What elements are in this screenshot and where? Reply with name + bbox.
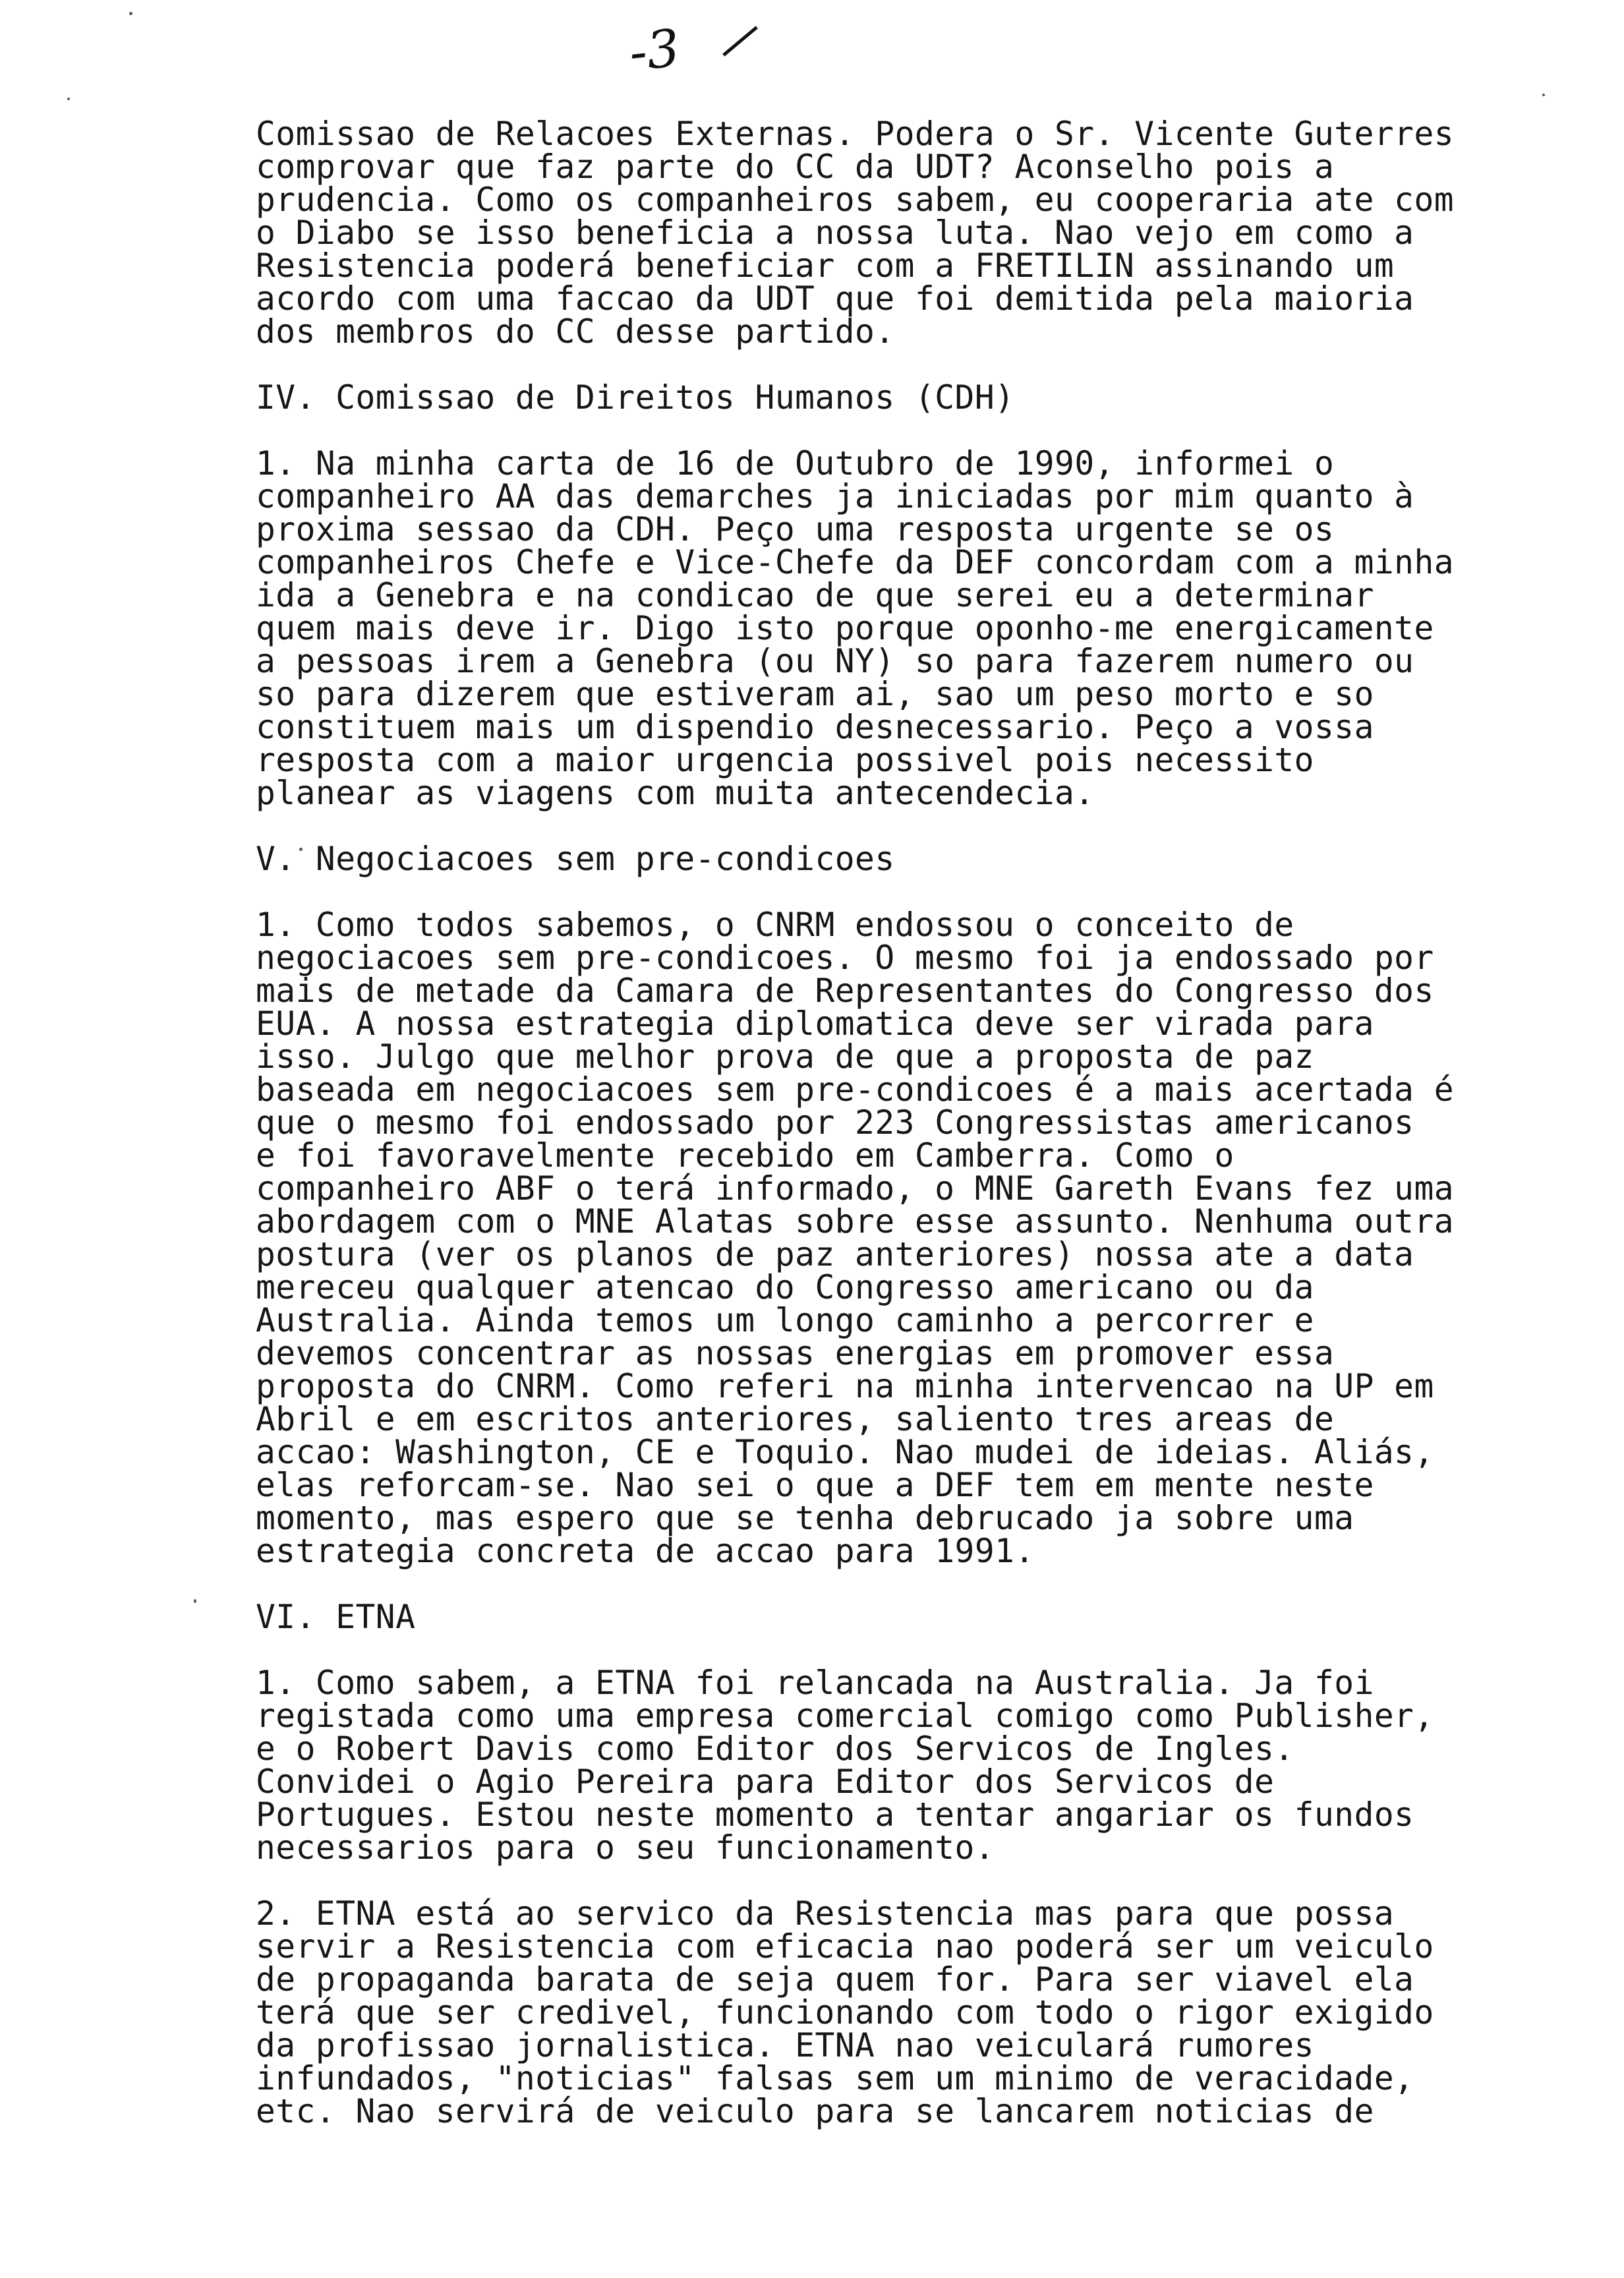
section-iv-heading: IV. Comissao de Direitos Humanos (CDH) bbox=[256, 378, 1015, 417]
section-iv-item-1 bbox=[256, 444, 1462, 812]
text-line: 1. Como sabem, a ETNA foi relancada na Australia. Ja foi bbox=[256, 1664, 1374, 1702]
scan-speck bbox=[129, 12, 132, 15]
text-line: negociacoes sem pre-condicoes. O mesmo foi ja endossado por bbox=[256, 939, 1434, 977]
text-line: proposta do CNRM. Como referi na minha intervencao na UP em bbox=[256, 1367, 1434, 1405]
text-line: 2. ETNA está ao servico da Resistencia mas para que possa bbox=[256, 1894, 1395, 1933]
text-line: infundados, "noticias" falsas sem um minimo de veracidade, bbox=[256, 2059, 1414, 2097]
text-line: proxima sessao da CDH. Peço uma resposta urgente se os bbox=[256, 510, 1335, 548]
text-line: Convidei o Agio Pereira para Editor dos Servicos de bbox=[256, 1763, 1275, 1801]
letter-body bbox=[256, 117, 1462, 2128]
text-line: de propaganda barata de seja quem for. Para ser viavel ela bbox=[256, 1960, 1414, 1999]
scan-speck bbox=[1542, 94, 1545, 96]
text-line: companheiro ABF o terá informado, o MNE Gareth Evans fez uma bbox=[256, 1169, 1455, 1208]
text-line: que o mesmo foi endossado por 223 Congressistas americanos bbox=[256, 1103, 1414, 1142]
text-line: Australia. Ainda temos um longo caminho a percorrer e bbox=[256, 1301, 1314, 1339]
text-line: ida a Genebra e na condicao de que serei eu a determinar bbox=[256, 576, 1374, 614]
text-line: etc. Nao servirá de veiculo para se lancarem noticias de bbox=[256, 2092, 1374, 2130]
text-line: registada como uma empresa comercial comigo como Publisher, bbox=[256, 1697, 1434, 1735]
scan-speck bbox=[194, 1599, 196, 1603]
section-v-item-1 bbox=[256, 906, 1462, 1570]
text-line: dos membros do CC desse partido. bbox=[256, 312, 895, 351]
paragraph-gap bbox=[256, 414, 1462, 447]
text-line: e foi favoravelmente recebido em Camberra. Como o bbox=[256, 1136, 1234, 1175]
text-line: comprovar que faz parte do CC da UDT? Aconselho pois a bbox=[256, 148, 1335, 186]
text-line: constituem mais um dispendio desnecessario. Peço a vossa bbox=[256, 708, 1374, 746]
section-vi-item-1 bbox=[256, 1664, 1462, 1867]
scan-speck bbox=[67, 98, 70, 100]
text-line: companheiro AA das demarches ja iniciadas por mim quanto à bbox=[256, 477, 1414, 515]
text-line: estrategia concreta de accao para 1991. bbox=[256, 1532, 1035, 1570]
text-line: momento, mas espero que se tenha debrucado ja sobre uma bbox=[256, 1499, 1354, 1537]
text-line: companheiros Chefe e Vice-Chefe da DEF concordam com a minha bbox=[256, 543, 1455, 581]
text-line: accao: Washington, CE e Toquio. Nao mudei de ideias. Aliás, bbox=[256, 1433, 1434, 1471]
text-line: Resistencia poderá beneficiar com a FRETILIN assinando um bbox=[256, 247, 1395, 285]
text-line: isso. Julgo que melhor prova de que a proposta de paz bbox=[256, 1037, 1314, 1076]
text-line: elas reforcam-se. Nao sei o que a DEF tem em mente neste bbox=[256, 1466, 1374, 1504]
text-line: abordagem com o MNE Alatas sobre esse assunto. Nenhuma outra bbox=[256, 1202, 1455, 1241]
text-line: acordo com uma faccao da UDT que foi demitida pela maioria bbox=[256, 279, 1414, 318]
text-line: 1. Na minha carta de 16 de Outubro de 1990, informei o bbox=[256, 444, 1335, 482]
paragraph-gap bbox=[256, 1567, 1462, 1600]
text-line: terá que ser credivel, funcionando com todo o rigor exigido bbox=[256, 1993, 1434, 2031]
page-number: -3 bbox=[626, 18, 683, 83]
text-line: necessarios para o seu funcionamento. bbox=[256, 1828, 995, 1867]
text-line: mereceu qualquer atencao do Congresso americano ou da bbox=[256, 1268, 1314, 1306]
text-line: prudencia. Como os companheiros sabem, eu cooperaria ate com bbox=[256, 181, 1455, 219]
text-line: EUA. A nossa estrategia diplomatica deve ser virada para bbox=[256, 1005, 1374, 1043]
opening-paragraph bbox=[256, 115, 1462, 351]
section-vi-item-2 bbox=[256, 1894, 1462, 2130]
text-line: o Diabo se isso beneficia a nossa luta. Nao vejo em como a bbox=[256, 214, 1414, 252]
text-line: a pessoas irem a Genebra (ou NY) so para fazerem numero ou bbox=[256, 642, 1414, 680]
paragraph-gap bbox=[256, 348, 1462, 381]
text-line: servir a Resistencia com eficacia nao poderá ser um veiculo bbox=[256, 1927, 1434, 1966]
text-line: Portugues. Estou neste momento a tentar angariar os fundos bbox=[256, 1796, 1414, 1834]
text-line: so para dizerem que estiveram ai, sao um peso morto e so bbox=[256, 675, 1374, 713]
section-vi-heading: VI. ETNA bbox=[256, 1598, 416, 1636]
text-line: postura (ver os planos de paz anteriores) nossa ate a data bbox=[256, 1235, 1414, 1273]
text-line: 1. Como todos sabemos, o CNRM endossou o conceito de bbox=[256, 906, 1294, 944]
text-line: baseada em negociacoes sem pre-condicoes é a mais acertada é bbox=[256, 1070, 1455, 1109]
paragraph-gap bbox=[256, 1864, 1462, 1897]
text-line: planear as viagens com muita antecendecia. bbox=[256, 774, 1095, 812]
section-v-heading: V. Negociacoes sem pre-condicoes bbox=[256, 840, 895, 878]
paragraph-gap bbox=[256, 1633, 1462, 1666]
text-line: resposta com a maior urgencia possivel pois necessito bbox=[256, 741, 1314, 779]
text-line: Abril e em escritos anteriores, saliento tres areas de bbox=[256, 1400, 1335, 1438]
paragraph-gap bbox=[256, 809, 1462, 842]
text-line: e o Robert Davis como Editor dos Servicos de Ingles. bbox=[256, 1730, 1294, 1768]
text-line: da profissao jornalistica. ETNA nao veiculará rumores bbox=[256, 2026, 1314, 2064]
paragraph-gap bbox=[256, 875, 1462, 908]
text-line: Comissao de Relacoes Externas. Podera o Sr. Vicente Guterres bbox=[256, 115, 1455, 153]
text-line: quem mais deve ir. Digo isto porque oponho-me energicamente bbox=[256, 609, 1434, 647]
text-line: mais de metade da Camara de Representantes do Congresso dos bbox=[256, 972, 1434, 1010]
text-line: devemos concentrar as nossas energias em promover essa bbox=[256, 1334, 1335, 1372]
page-number-tick bbox=[722, 26, 758, 56]
